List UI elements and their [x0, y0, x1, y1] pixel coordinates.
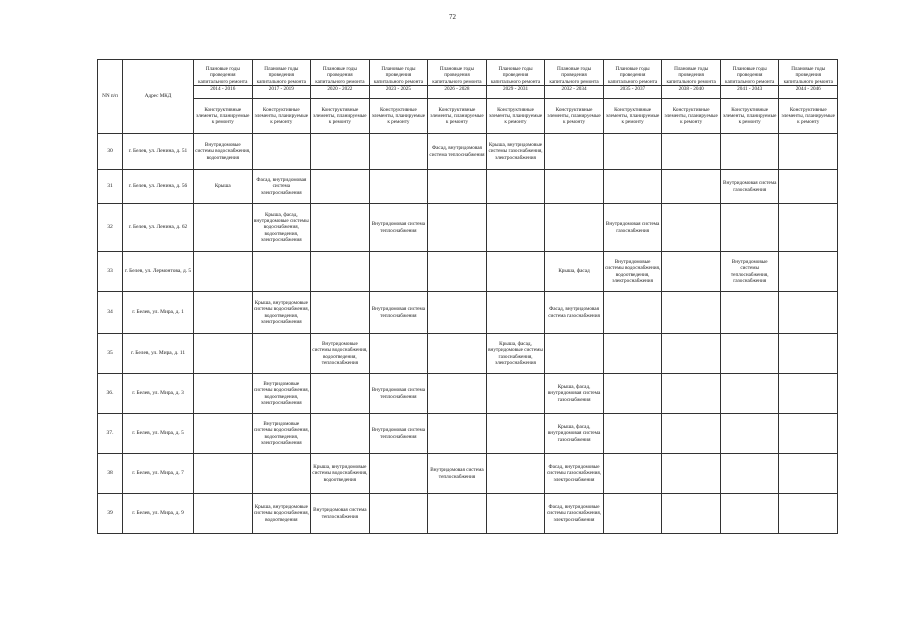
period-cell-1 — [252, 252, 311, 292]
header-elements-label: Конструктивные элементы, планируемые к ремонту — [311, 99, 370, 134]
period-cell-2 — [311, 374, 370, 414]
period-cell-10 — [779, 134, 838, 170]
table-row — [98, 334, 838, 374]
period-cell-2 — [311, 204, 370, 252]
period-cell-4: Фасад, внутридомовая система теплоснабжения — [428, 134, 487, 170]
period-cell-10 — [779, 204, 838, 252]
period-cell-9: Внутридомовая система газоснабжения — [720, 170, 779, 204]
period-cell-6: Крыша, фасад, внутридомовая система газоснабжения — [545, 374, 604, 414]
period-cell-10 — [779, 170, 838, 204]
header-planned-years-label: Плановые годы проведения капитального ремонта — [725, 66, 775, 85]
period-cell-5 — [486, 292, 545, 334]
header-elements-label: Конструктивные элементы, планируемые к ремонту — [428, 99, 487, 134]
period-cell-6: Фасад, внутридомовая система газоснабжения — [545, 292, 604, 334]
period-cell-4 — [428, 374, 487, 414]
period-cell-3: Внутридомовая система теплоснабжения — [369, 292, 428, 334]
period-cell-10 — [779, 454, 838, 494]
capital-repair-table — [97, 59, 838, 534]
period-cell-0 — [194, 494, 253, 534]
period-cell-8 — [662, 374, 721, 414]
period-cell-8 — [662, 170, 721, 204]
row-address: г. Белев, ул. Ленина, д. 56 — [123, 170, 194, 204]
header-period-1 — [252, 60, 311, 99]
header-period-8 — [662, 60, 721, 99]
header-period-label: 2017 - 2019 — [253, 85, 311, 92]
table-row — [98, 374, 838, 414]
header-row-years — [98, 60, 838, 99]
period-cell-7 — [603, 134, 662, 170]
table-row — [98, 252, 838, 292]
header-elements-label: Конструктивные элементы, планируемые к ремонту — [779, 99, 838, 134]
period-cell-10 — [779, 374, 838, 414]
period-cell-3 — [369, 134, 428, 170]
row-number: 32 — [98, 204, 123, 252]
period-cell-5 — [486, 374, 545, 414]
period-cell-5 — [486, 494, 545, 534]
period-cell-0 — [194, 414, 253, 454]
period-cell-6: Крыша, фасад — [545, 252, 604, 292]
period-cell-7 — [603, 170, 662, 204]
header-planned-years-label: Плановые годы проведения капитального ремонта — [549, 66, 599, 85]
period-cell-8 — [662, 204, 721, 252]
period-cell-0 — [194, 292, 253, 334]
period-cell-5 — [486, 414, 545, 454]
period-cell-0: Внутридомовые системы водоснабжения, водоотведения — [194, 134, 253, 170]
period-cell-0 — [194, 374, 253, 414]
period-cell-3 — [369, 494, 428, 534]
period-cell-2 — [311, 252, 370, 292]
table-row — [98, 134, 838, 170]
period-cell-2 — [311, 292, 370, 334]
header-period-0 — [194, 60, 253, 99]
period-cell-1: Фасад, внутридомовая система электроснабжения — [252, 170, 311, 204]
period-cell-2 — [311, 414, 370, 454]
period-cell-7 — [603, 334, 662, 374]
header-address: Адрес МКД — [123, 60, 194, 134]
row-number: 34 — [98, 292, 123, 334]
period-cell-9 — [720, 134, 779, 170]
period-cell-10 — [779, 494, 838, 534]
period-cell-8 — [662, 134, 721, 170]
header-period-2 — [311, 60, 370, 99]
header-period-label: 2035 - 2037 — [604, 85, 662, 92]
period-cell-1 — [252, 334, 311, 374]
header-elements-label: Конструктивные элементы, планируемые к ремонту — [369, 99, 428, 134]
header-elements-label: Конструктивные элементы, планируемые к ремонту — [194, 99, 253, 134]
header-period-label: 2014 - 2016 — [194, 85, 252, 92]
period-cell-8 — [662, 292, 721, 334]
header-elements-label: Конструктивные элементы, планируемые к ремонту — [662, 99, 721, 134]
period-cell-4 — [428, 252, 487, 292]
period-cell-0 — [194, 334, 253, 374]
table-row — [98, 204, 838, 252]
period-cell-1: Крыша, внутридомовые системы водоснабжения, водоотведения, электроснабжения — [252, 292, 311, 334]
row-number: 30 — [98, 134, 123, 170]
header-period-label: 2020 - 2022 — [311, 85, 369, 92]
table-header — [98, 60, 838, 134]
period-cell-4 — [428, 494, 487, 534]
header-planned-years-label: Плановые годы проведения капитального ремонта — [783, 66, 833, 85]
header-row-elements — [98, 99, 838, 134]
header-period-label: 2038 - 2040 — [662, 85, 720, 92]
row-number: 31 — [98, 170, 123, 204]
period-cell-2: Внутридомовая система теплоснабжения — [311, 494, 370, 534]
row-address: г. Белев, ул. Мира, д. 1 — [123, 292, 194, 334]
row-address: г. Белев, ул. Лермонтова, д. 5 — [123, 252, 194, 292]
period-cell-8 — [662, 252, 721, 292]
period-cell-4 — [428, 170, 487, 204]
table-row — [98, 414, 838, 454]
table-row — [98, 454, 838, 494]
period-cell-6: Фасад, внутридомовые системы газоснабжения, электроснабжения — [545, 494, 604, 534]
period-cell-8 — [662, 454, 721, 494]
period-cell-3: Внутридомовая система теплоснабжения — [369, 414, 428, 454]
row-number: 35 — [98, 334, 123, 374]
period-cell-0 — [194, 454, 253, 494]
period-cell-6: Крыша, фасад, внутридомовая система газоснабжения — [545, 414, 604, 454]
period-cell-2 — [311, 170, 370, 204]
period-cell-3 — [369, 170, 428, 204]
period-cell-10 — [779, 252, 838, 292]
period-cell-3 — [369, 252, 428, 292]
header-elements-label: Конструктивные элементы, планируемые к ремонту — [603, 99, 662, 134]
header-planned-years-label: Плановые годы проведения капитального ремонта — [666, 66, 716, 85]
period-cell-5 — [486, 454, 545, 494]
header-period-label: 2029 - 2031 — [487, 85, 545, 92]
period-cell-3: Внутридомовая система теплоснабжения — [369, 204, 428, 252]
row-address: г. Белев, ул. Ленина, д. 51 — [123, 134, 194, 170]
period-cell-5 — [486, 204, 545, 252]
row-address: г. Белев, ул. Мира, д. 9 — [123, 494, 194, 534]
header-planned-years-label: Плановые годы проведения капитального ремонта — [315, 66, 365, 85]
period-cell-6 — [545, 204, 604, 252]
header-planned-years-label: Плановые годы проведения капитального ремонта — [607, 66, 658, 85]
header-period-label: 2023 - 2025 — [370, 85, 428, 92]
header-period-9 — [720, 60, 779, 99]
header-elements-label: Конструктивные элементы, планируемые к ремонту — [486, 99, 545, 134]
period-cell-5 — [486, 170, 545, 204]
period-cell-3 — [369, 454, 428, 494]
period-cell-2: Внутридомовые системы водоснабжения, водоотведения, теплоснабжения — [311, 334, 370, 374]
period-cell-1 — [252, 134, 311, 170]
period-cell-3 — [369, 334, 428, 374]
row-address: г. Белев, ул. Мира, д. 5 — [123, 414, 194, 454]
period-cell-7 — [603, 414, 662, 454]
header-planned-years-label: Плановые годы проведения капитального ремонта — [490, 66, 541, 85]
row-number: 37. — [98, 414, 123, 454]
period-cell-4 — [428, 414, 487, 454]
period-cell-9 — [720, 454, 779, 494]
header-period-4 — [428, 60, 487, 99]
period-cell-5: Крыша, внутридомовые системы газоснабжения, электроснабжения — [486, 134, 545, 170]
header-num: NN п/п — [98, 60, 123, 134]
period-cell-2: Крыша, внутридомовые системы водоснабжения, водоотведения — [311, 454, 370, 494]
period-cell-8 — [662, 414, 721, 454]
row-number: 39 — [98, 494, 123, 534]
period-cell-3: Внутридомовая система теплоснабжения — [369, 374, 428, 414]
period-cell-1: Внутридомовые системы водоснабжения, водоотведения, электроснабжения — [252, 374, 311, 414]
header-planned-years-label: Плановые годы проведения капитального ремонта — [373, 66, 424, 85]
period-cell-6: Фасад, внутридомовые системы газоснабжения, электроснабжения — [545, 454, 604, 494]
header-period-7 — [603, 60, 662, 99]
row-address: г. Белев, ул. Ленина, д. 62 — [123, 204, 194, 252]
header-planned-years-label: Плановые годы проведения капитального ремонта — [432, 66, 482, 85]
period-cell-5: Крыша, фасад, внутридомовые системы газоснабжения, электроснабжения — [486, 334, 545, 374]
period-cell-5 — [486, 252, 545, 292]
period-cell-4 — [428, 334, 487, 374]
header-elements-label: Конструктивные элементы, планируемые к ремонту — [545, 99, 604, 134]
header-period-10 — [779, 60, 838, 99]
row-number: 36. — [98, 374, 123, 414]
row-address: г. Белев, ул. Мира, д. 7 — [123, 454, 194, 494]
period-cell-2 — [311, 134, 370, 170]
period-cell-9 — [720, 292, 779, 334]
page-number: 72 — [449, 13, 456, 21]
period-cell-7 — [603, 494, 662, 534]
period-cell-8 — [662, 334, 721, 374]
header-period-5 — [486, 60, 545, 99]
header-period-3 — [369, 60, 428, 99]
period-cell-1: Крыша, внутридомовые системы водоснабжения, водоотведения — [252, 494, 311, 534]
period-cell-10 — [779, 414, 838, 454]
header-period-6 — [545, 60, 604, 99]
period-cell-7: Внутридомовая система газоснабжения — [603, 204, 662, 252]
header-period-label: 2044 - 2046 — [779, 85, 837, 92]
period-cell-4: Внутридомовая система теплоснабжения — [428, 454, 487, 494]
period-cell-10 — [779, 334, 838, 374]
period-cell-1: Крыша, фасад, внутридомовые системы водоснабжения, водоотведения, электроснабжения — [252, 204, 311, 252]
period-cell-7: Внутридомовые системы водоснабжения, водоотведения, электроснабжения — [603, 252, 662, 292]
header-elements-label: Конструктивные элементы, планируемые к ремонту — [252, 99, 311, 134]
header-planned-years-label: Плановые годы проведения капитального ремонта — [256, 66, 306, 85]
period-cell-9: Внутридомовые системы теплоснабжения, газоснабжения — [720, 252, 779, 292]
period-cell-10 — [779, 292, 838, 334]
header-period-label: 2032 - 2034 — [545, 85, 603, 92]
row-address: г. Белев, ул. Мира, д. 3 — [123, 374, 194, 414]
period-cell-0: Крыша — [194, 170, 253, 204]
period-cell-9 — [720, 374, 779, 414]
table-row — [98, 494, 838, 534]
table-row — [98, 170, 838, 204]
header-elements-label: Конструктивные элементы, планируемые к ремонту — [720, 99, 779, 134]
period-cell-0 — [194, 204, 253, 252]
period-cell-8 — [662, 494, 721, 534]
period-cell-1: Внутридомовые системы водоснабжения, водоотведения, электроснабжения — [252, 414, 311, 454]
row-number: 33 — [98, 252, 123, 292]
period-cell-9 — [720, 334, 779, 374]
period-cell-7 — [603, 454, 662, 494]
header-period-label: 2026 - 2028 — [428, 85, 486, 92]
header-planned-years-label: Плановые годы проведения капитального ремонта — [198, 66, 248, 85]
row-address: г. Белев, ул. Мира, д. 11 — [123, 334, 194, 374]
table-body — [98, 134, 838, 534]
period-cell-9 — [720, 204, 779, 252]
period-cell-6 — [545, 170, 604, 204]
period-cell-9 — [720, 414, 779, 454]
table-row — [98, 292, 838, 334]
period-cell-9 — [720, 494, 779, 534]
period-cell-6 — [545, 134, 604, 170]
period-cell-6 — [545, 334, 604, 374]
header-period-label: 2041 - 2043 — [721, 85, 779, 92]
period-cell-0 — [194, 252, 253, 292]
period-cell-4 — [428, 292, 487, 334]
period-cell-7 — [603, 374, 662, 414]
period-cell-7 — [603, 292, 662, 334]
period-cell-1 — [252, 454, 311, 494]
period-cell-4 — [428, 204, 487, 252]
row-number: 38 — [98, 454, 123, 494]
